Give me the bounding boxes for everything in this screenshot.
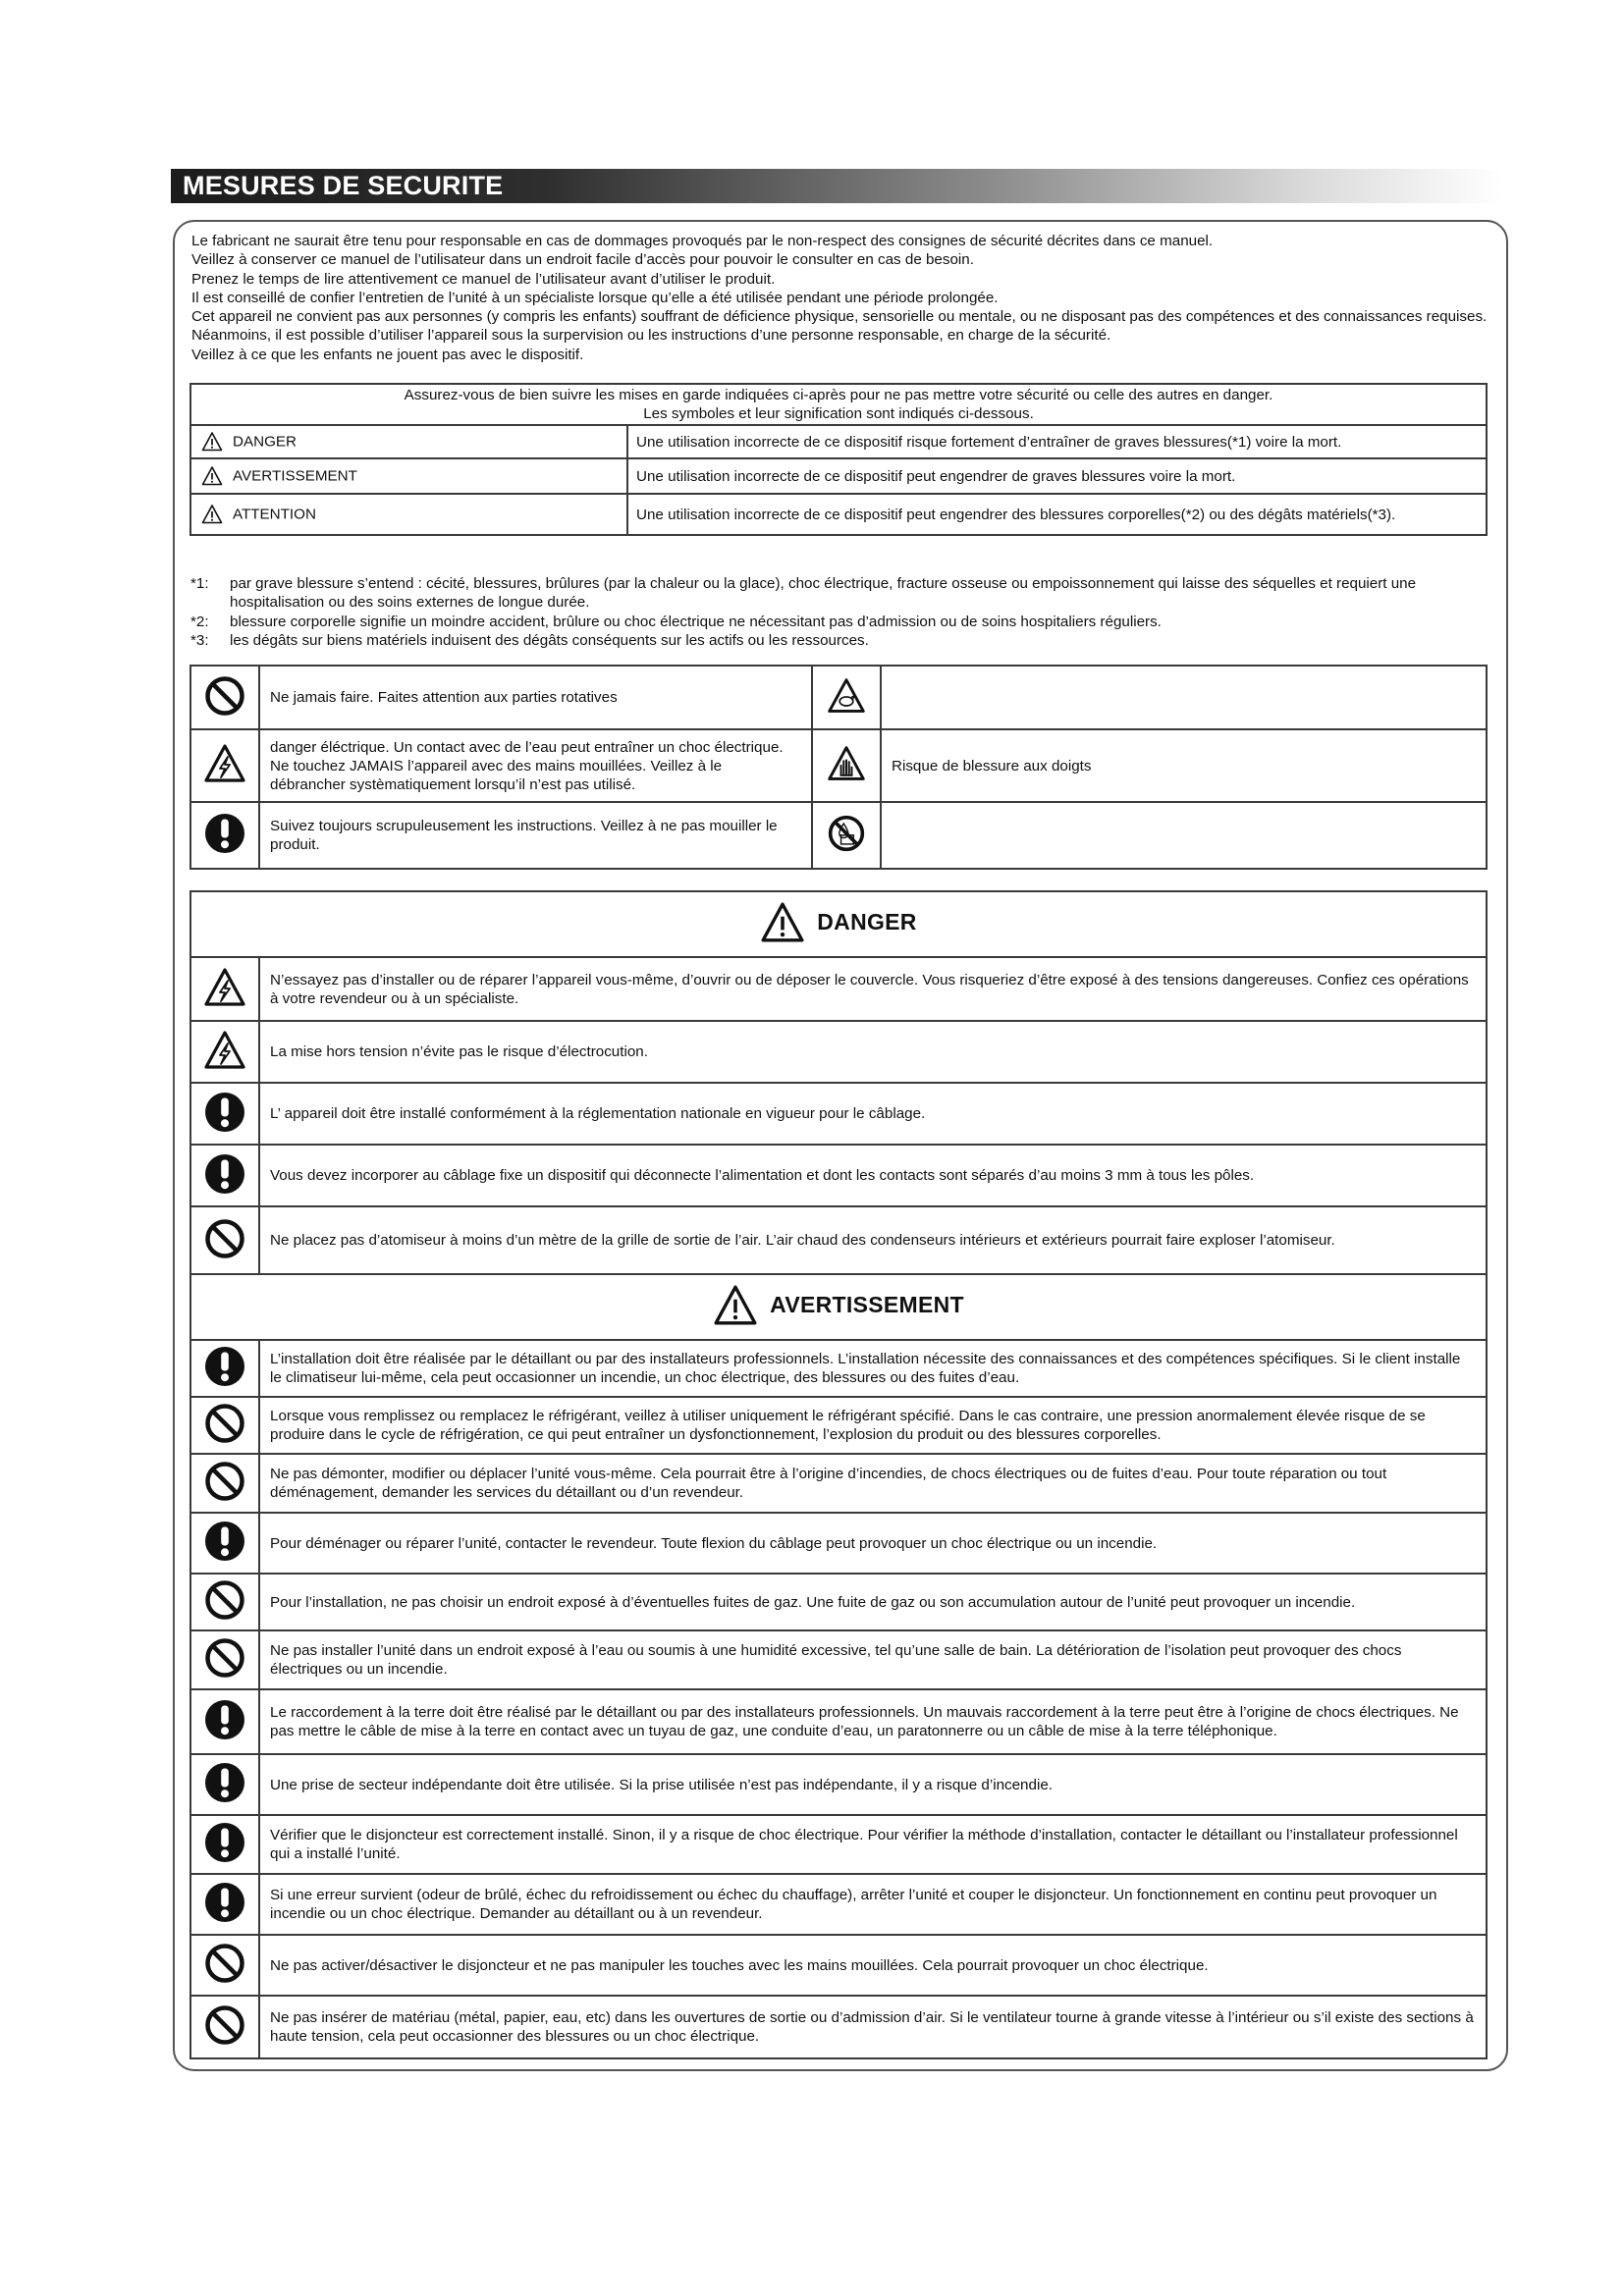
danger-item-text: N’essayez pas d’installer ou de réparer l’appareil vous-même, d’ouvrir ou de déposer le couvercle. Vous risqueriez d’être exposé à des tensions dangereuses. Confiez ces opérations à votre revendeur ou à un spécialiste. xyxy=(259,957,1487,1021)
mandatory-action-icon xyxy=(203,812,246,855)
pictogram-icon-cell xyxy=(190,802,259,869)
intro-paragraph: Veillez à ce que les enfants ne jouent pas avec le dispositif. xyxy=(191,346,584,363)
warning-triangle-icon xyxy=(201,465,223,487)
mandatory-action-icon xyxy=(203,1152,246,1196)
warning-icon-cell xyxy=(190,1340,259,1397)
avertissement-item-text: Le raccordement à la terre doit être réalisé par le détaillant ou par des installateurs professionnels. Un mauvais raccordement à la terre peut être à l’origine de chocs électriques. Ne pas mettre le câble de mise à la terre en contact avec un tuyau de gaz, une conduite d’eau, un paratonnerre ou un câble de mise à la terre téléphonique. xyxy=(259,1689,1487,1754)
danger-item-text: Ne placez pas d’atomiseur à moins d’un mètre de la grille de sortie de l’air. L’air chaud des condenseurs intérieurs et extérieurs pourrait faire exploser l’atomiseur. xyxy=(259,1206,1487,1274)
symbol-level-row xyxy=(190,494,1487,535)
warning-triangle-icon xyxy=(201,431,223,453)
mandatory-action-icon xyxy=(203,1821,246,1864)
mandatory-action-icon xyxy=(203,1345,246,1388)
prohibition-icon xyxy=(203,1942,246,1985)
warning-icon-cell xyxy=(190,1689,259,1754)
symbols-table xyxy=(189,383,1488,536)
avertissement-item-text: Ne pas activer/désactiver le disjoncteur et ne pas manipuler les touches avec les mains mouillées. Cela pourrait provoquer un choc électrique. xyxy=(259,1935,1487,1996)
prohibition-icon xyxy=(203,1460,246,1503)
avertissement-item-row xyxy=(190,1630,1487,1689)
symbols-table-header-cell xyxy=(190,384,1487,425)
danger-item-text: Vous devez incorporer au câblage fixe un dispositif qui déconnecte l’alimentation et dont les contacts sont séparés d’au moins 3 mm à tous les pôles. xyxy=(259,1145,1487,1206)
intro-paragraph: Prenez le temps de lire attentivement ce manuel de l’utilisateur avant d’utiliser le produit. xyxy=(191,270,776,288)
prohibition-icon xyxy=(203,1578,246,1622)
symbol-level-row xyxy=(190,425,1487,458)
finger-injury-warning-icon xyxy=(827,744,866,783)
intro-paragraph: Veillez à conserver ce manuel de l’utilisateur dans un endroit facile d’accès pour pouvoir le consulter en cas de besoin. xyxy=(191,251,974,269)
intro-paragraph: Le fabricant ne saurait être tenu pour responsable en cas de dommages provoqués par le non-respect des consignes de sécurité décrites dans ce manuel. xyxy=(191,233,1214,249)
warning-icon-cell xyxy=(190,1935,259,1996)
pictogram-text: Risque de blessure aux doigts xyxy=(881,729,1487,802)
warning-icon-cell xyxy=(190,1874,259,1935)
avertissement-item-text: Ne pas installer l’unité dans un endroit exposé à l’eau ou soumis à une humidité excessive, tel qu’une salle de bain. La détérioration de l’isolation peut provoquer des chocs électriques ou un incendie. xyxy=(259,1630,1487,1689)
symbols-header-line1: Assurez-vous de bien suivre les mises en garde indiquées ci-après pour ne pas mettre votre sécurité ou celle des autres en danger. xyxy=(404,387,1273,403)
footnote-key: *3: xyxy=(190,631,209,649)
danger-item-text: L’ appareil doit être installé conformément à la réglementation nationale en vigueur pour le câblage. xyxy=(259,1083,1487,1145)
danger-header-row xyxy=(190,891,1487,957)
danger-item-row xyxy=(190,1206,1487,1274)
section-banner: MESURES DE SECURITE xyxy=(171,169,1502,203)
symbol-level-row xyxy=(190,458,1487,494)
pictogram-table xyxy=(189,665,1488,870)
danger-header-cell xyxy=(190,891,1487,957)
avertissement-item-row xyxy=(190,1935,1487,1996)
mandatory-action-icon xyxy=(203,1761,246,1804)
avertissement-item-row xyxy=(190,1754,1487,1815)
pictogram-icon-cell xyxy=(812,802,881,869)
warning-icon-cell xyxy=(190,1996,259,2058)
pictogram-text: Suivez toujours scrupuleusement les instructions. Veillez à ne pas mouiller le produit. xyxy=(259,802,812,869)
footnotes xyxy=(190,574,1496,650)
pictogram-text: danger éléctrique. Un contact avec de l’eau peut entraîner un choc électrique. Ne touchez JAMAIS l’appareil avec des mains mouillées. Veillez à le débrancher systèmatiquement lorsqu’il n’est pas utilisé. xyxy=(259,729,812,802)
avertissement-item-text: Ne pas démonter, modifier ou déplacer l’unité vous-même. Cela pourrait être à l’origine d’incendies, de chocs électriques ou de fuites d’eau. Pour toute réparation ou tout déménagement, demander les services du détaillant ou d’un revendeur. xyxy=(259,1454,1487,1513)
warnings-table xyxy=(189,890,1488,2059)
prohibition-icon xyxy=(203,1636,246,1680)
warning-icon-cell xyxy=(190,1630,259,1689)
symbol-level-description: Une utilisation incorrecte de ce dispositif risque fortement d’entraîner de graves blessures(*1) voire la mort. xyxy=(627,425,1487,458)
avertissement-item-row xyxy=(190,1874,1487,1935)
prohibition-icon xyxy=(203,2003,246,2047)
warning-icon-cell xyxy=(190,1574,259,1630)
warning-icon-cell xyxy=(190,1754,259,1815)
mandatory-action-icon xyxy=(203,1091,246,1134)
footnote-text: par grave blessure s’entend : cécité, blessures, brûlures (par la chaleur ou la glace), choc électrique, fracture osseuse ou empoissonnement qui laisse des séquelles et requiert une hospitalisation ou des soins externes de longue durée. xyxy=(230,575,1417,612)
symbol-level-label: ATTENTION xyxy=(233,506,316,523)
danger-item-row xyxy=(190,957,1487,1021)
symbol-level-cell xyxy=(190,494,627,535)
avertissement-item-text: Vérifier que le disjoncteur est correctement installé. Sinon, il y a risque de choc électrique. Pour vérifier la méthode d’installation, contacter le détaillant ou l’installateur professionnel qui a installé l’unité. xyxy=(259,1815,1487,1874)
pictogram-text xyxy=(881,802,1487,869)
pictogram-row xyxy=(190,666,1487,729)
danger-item-row xyxy=(190,1021,1487,1083)
symbol-level-cell xyxy=(190,458,627,494)
pictogram-icon-cell xyxy=(190,729,259,802)
warning-icon-cell xyxy=(190,957,259,1021)
symbol-level-description: Une utilisation incorrecte de ce dispositif peut engendrer de graves blessures voire la mort. xyxy=(627,458,1487,494)
footnote xyxy=(190,613,1496,631)
footnote-key: *2: xyxy=(190,613,209,630)
pictogram-text xyxy=(881,666,1487,729)
symbols-table-header xyxy=(190,384,1487,425)
symbol-level-label: AVERTISSEMENT xyxy=(233,467,357,485)
symbol-level-cell xyxy=(190,425,627,458)
prohibition-icon xyxy=(203,1217,246,1260)
rotating-parts-warning-icon xyxy=(827,676,866,716)
pictogram-text: Ne jamais faire. Faites attention aux parties rotatives xyxy=(259,666,812,729)
warning-icon-cell xyxy=(190,1145,259,1206)
footnote xyxy=(190,574,1496,613)
avertissement-title: AVERTISSEMENT xyxy=(770,1292,964,1317)
avertissement-item-text: L’installation doit être réalisée par le détaillant ou par des installateurs professionnels. L’installation nécessite des connaissances et des compétences spécifiques. Si le client installe le climatiseur lui-même, cela peut occasionner un incendie, un choc électrique, des blessures ou des fuites d’eau. xyxy=(259,1340,1487,1397)
intro-paragraph: Il est conseillé de confier l’entretien de l’unité à un spécialiste lorsque qu’elle a été utilisée pendant une période prolongée. xyxy=(191,289,999,306)
warning-icon-cell xyxy=(190,1513,259,1574)
avertissement-item-text: Lorsque vous remplissez ou remplacez le réfrigérant, veillez à utiliser uniquement le réfrigérant spécifié. Dans le cas contraire, une pression anormalement élevée risque de se produire dans le cycle de réfrigération, ce qui peut entraîner un dysfonctionnement, l’explosion du produit ou des blessures corporelles. xyxy=(259,1397,1487,1454)
symbol-level-label: DANGER xyxy=(233,433,297,451)
avertissement-item-text: Une prise de secteur indépendante doit être utilisée. Si la prise utilisée n’est pas indépendante, il y a risque d’incendie. xyxy=(259,1754,1487,1815)
footnote-text: blessure corporelle signifie un moindre accident, brûlure ou choc électrique ne nécessitant pas d’admission ou de soins hospitaliers réguliers. xyxy=(230,613,1162,630)
warning-triangle-icon xyxy=(713,1283,758,1328)
pictogram-icon-cell xyxy=(190,666,259,729)
symbols-header-line2: Les symboles et leur signification sont indiqués ci-dessous. xyxy=(643,405,1034,422)
pictogram-icon-cell xyxy=(812,729,881,802)
mandatory-action-icon xyxy=(203,1881,246,1924)
electric-shock-warning-icon xyxy=(203,1029,246,1072)
avertissement-header-cell xyxy=(190,1274,1487,1340)
pictogram-icon-cell xyxy=(812,666,881,729)
intro-text xyxy=(191,232,1497,364)
danger-title: DANGER xyxy=(817,909,917,934)
footnote-text: les dégâts sur biens matériels induisent des dégâts conséquents sur les actifs ou les ressources. xyxy=(230,631,869,649)
avertissement-item-text: Pour déménager ou réparer l’unité, contacter le revendeur. Toute flexion du câblage peut provoquer un choc électrique ou un incendie. xyxy=(259,1513,1487,1574)
avertissement-item-row xyxy=(190,1454,1487,1513)
electric-shock-warning-icon xyxy=(203,966,246,1009)
symbol-level-description: Une utilisation incorrecte de ce dispositif peut engendrer des blessures corporelles(*2) ou des dégâts matériels(*3). xyxy=(627,494,1487,535)
avertissement-item-row xyxy=(190,1996,1487,2058)
do-not-wet-icon xyxy=(827,814,866,853)
footnote xyxy=(190,631,1496,650)
avertissement-item-row xyxy=(190,1397,1487,1454)
avertissement-header xyxy=(713,1283,964,1328)
warning-icon-cell xyxy=(190,1454,259,1513)
pictogram-row xyxy=(190,802,1487,869)
danger-item-text: La mise hors tension n’évite pas le risque d’électrocution. xyxy=(259,1021,1487,1083)
avertissement-item-text: Ne pas insérer de matériau (métal, papier, eau, etc) dans les ouvertures de sortie ou d’admission d’air. Si le ventilateur tourne à grande vitesse à l’intérieur ou s’il existe des sections à haute tension, cela peut occasionner des blessures ou un choc électrique. xyxy=(259,1996,1487,2058)
warning-triangle-icon xyxy=(760,900,805,945)
warning-triangle-icon xyxy=(201,504,223,525)
pictogram-row xyxy=(190,729,1487,802)
avertissement-item-row xyxy=(190,1689,1487,1754)
electric-shock-warning-icon xyxy=(203,742,246,785)
avertissement-header-row xyxy=(190,1274,1487,1340)
mandatory-action-icon xyxy=(203,1698,246,1741)
avertissement-item-row xyxy=(190,1513,1487,1574)
footnote-key: *1: xyxy=(190,575,209,592)
warning-icon-cell xyxy=(190,1083,259,1145)
warning-icon-cell xyxy=(190,1815,259,1874)
prohibition-icon xyxy=(203,1402,246,1445)
danger-item-row xyxy=(190,1083,1487,1145)
warning-icon-cell xyxy=(190,1021,259,1083)
warning-icon-cell xyxy=(190,1397,259,1454)
prohibition-icon xyxy=(203,674,246,718)
danger-item-row xyxy=(190,1145,1487,1206)
intro-paragraph: Cet appareil ne convient pas aux personnes (y compris les enfants) souffrant de déficience physique, sensorielle ou mentale, ou ne disposant pas des compétences et des connaissances requises. Néanmoins, il est possible d’utiliser l’appareil sous la surpervision ou les instructions d’une personne responsable, en charge de la sécurité. xyxy=(191,308,1488,345)
warning-icon-cell xyxy=(190,1206,259,1274)
avertissement-item-row xyxy=(190,1574,1487,1630)
avertissement-item-text: Si une erreur survient (odeur de brûlé, échec du refroidissement ou échec du chauffage), arrêter l’unité et couper le disjoncteur. Un fonctionnement en continu peut provoquer un incendie ou un choc électrique. Demander au détaillant ou à un revendeur. xyxy=(259,1874,1487,1935)
avertissement-item-text: Pour l’installation, ne pas choisir un endroit exposé à d’éventuelles fuites de gaz. Une fuite de gaz ou son accumulation autour de l’unité peut provoquer un incendie. xyxy=(259,1574,1487,1630)
mandatory-action-icon xyxy=(203,1520,246,1563)
avertissement-item-row xyxy=(190,1340,1487,1397)
danger-header xyxy=(760,900,916,945)
avertissement-item-row xyxy=(190,1815,1487,1874)
